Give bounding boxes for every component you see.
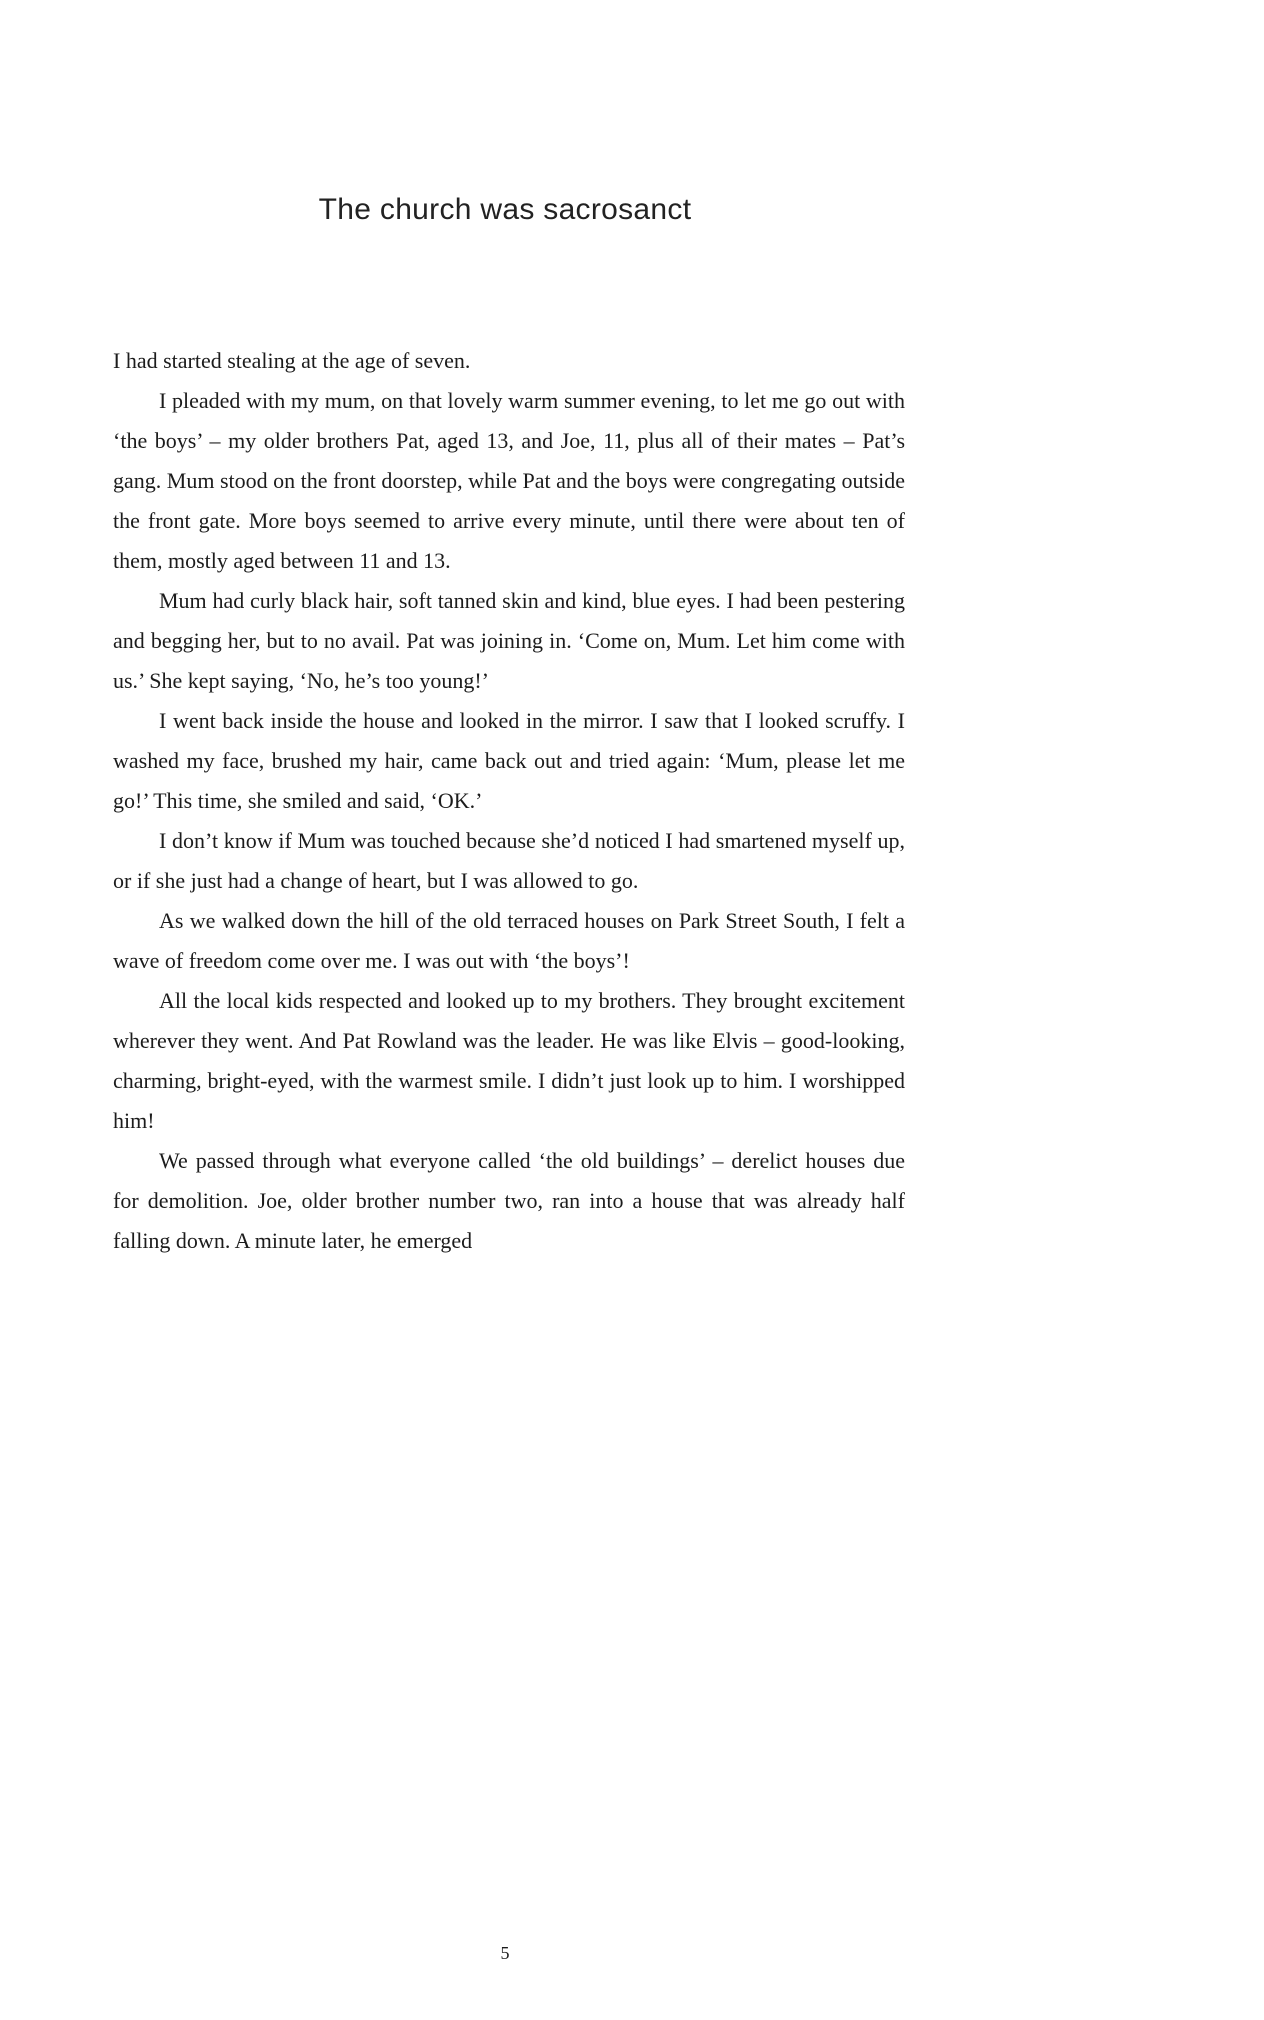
chapter-title: The church was sacrosanct (318, 193, 692, 226)
paragraph: I pleaded with my mum, on that lovely warm summer evening, to let me go out with ‘the boys’ – my older brothers Pat, aged 13, and Joe, 11, plus all of their mates – Pat’s gang. Mum stood on the front doorstep, while Pat and the boys were congregating outside the front gate. More boys seemed to arrive every minute, until there were about ten of them, mostly aged between 11 and 13. (113, 388, 905, 573)
paragraph: I don’t know if Mum was touched because she’d noticed I had smartened myself up, or if she just had a change of heart, but I was allowed to go. (113, 828, 905, 893)
paragraph: All the local kids respected and looked up to my brothers. They brought excitement wherever they went. And Pat Rowland was the leader. He was like Elvis – good-looking, charming, bright-eyed, with the warmest smile. I didn’t just look up to him. I worshipped him! (113, 988, 905, 1133)
paragraph: I went back inside the house and looked in the mirror. I saw that I looked scruffy. I washed my face, brushed my hair, came back out and tried again: ‘Mum, please let me go!’ This time, she smiled and said, ‘OK.’ (113, 708, 905, 813)
paragraph: As we walked down the hill of the old terraced houses on Park Street South, I felt a wave of freedom come over me. I was out with ‘the boys’! (113, 908, 905, 973)
page-number: 5 (500, 1943, 510, 1963)
paragraph: We passed through what everyone called ‘the old buildings’ – derelict houses due for demolition. Joe, older brother number two, ran into a house that was already half falling down. A minute later, he emerged (113, 1148, 905, 1253)
body-text (113, 341, 905, 1261)
paragraph: I had started stealing at the age of seven. (113, 348, 471, 373)
paragraph: Mum had curly black hair, soft tanned skin and kind, blue eyes. I had been pestering and begging her, but to no avail. Pat was joining in. ‘Come on, Mum. Let him come with us.’ She kept saying, ‘No, he’s too young!’ (113, 588, 905, 693)
